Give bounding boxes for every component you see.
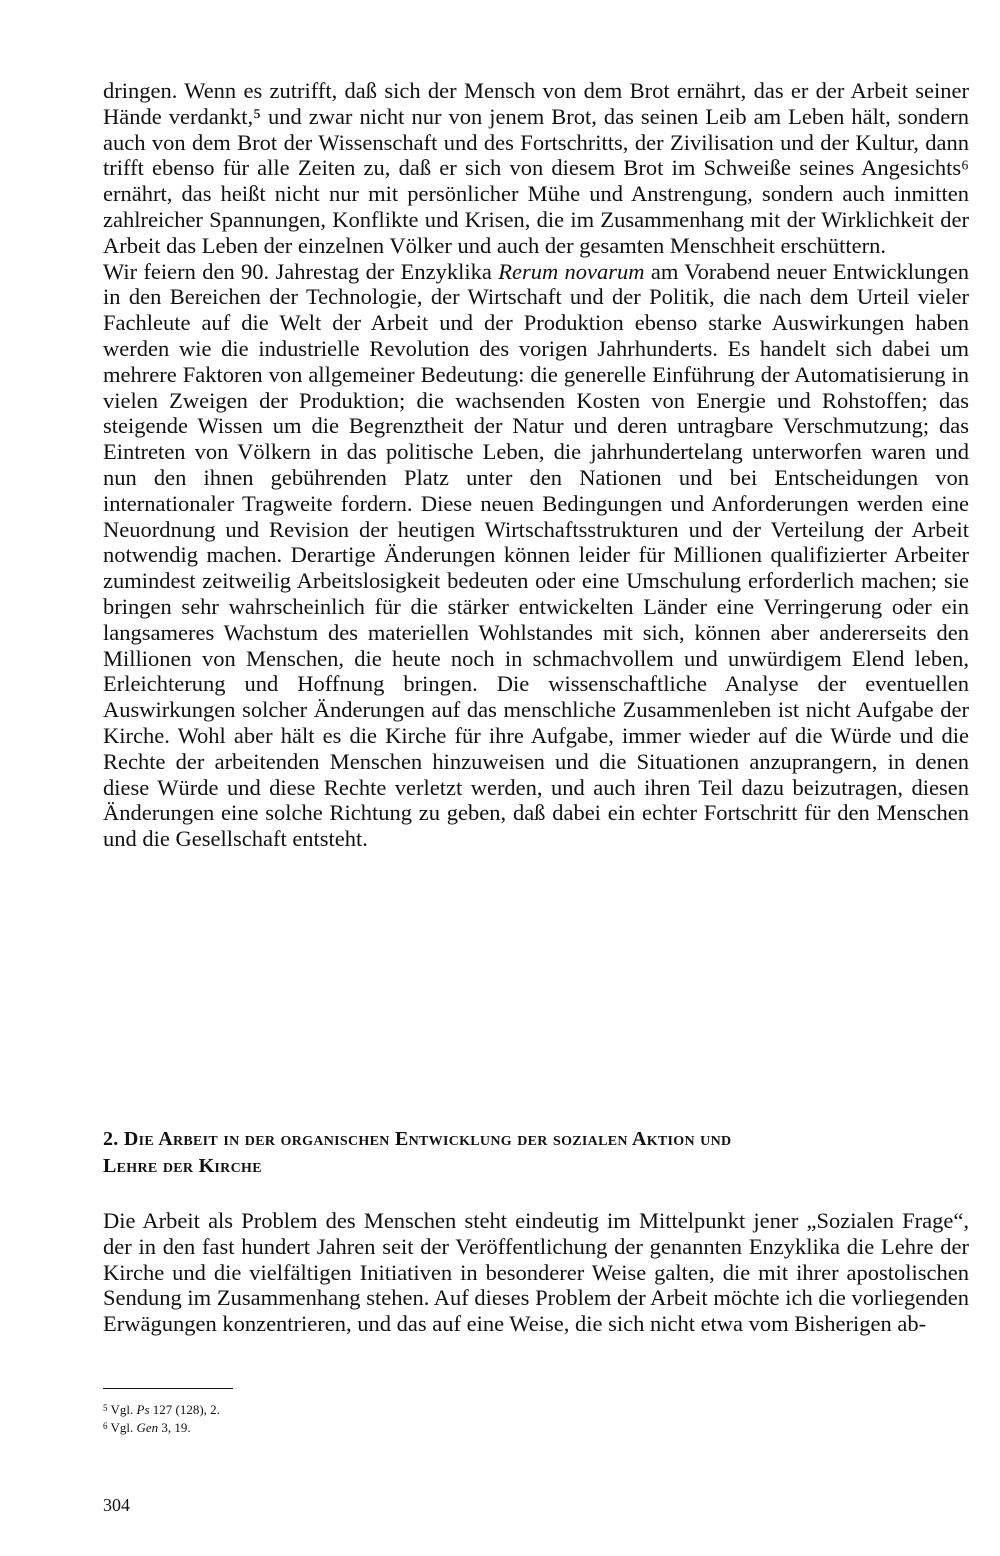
- main-text: [103, 78, 969, 852]
- footnote-mark: 5: [103, 1403, 108, 1413]
- page-number: 304: [103, 1495, 130, 1515]
- paragraph-continuation: dringen. Wenn es zutrifft, daß sich der Mensch von dem Brot ernährt, das er der Arbeit seiner Hände verdankt,⁵ und zwar nicht nur von jenem Brot, das seinen Leib am Leben hält, sondern auch von dem Brot der Wissenschaft und des Fortschritts, der Zivilisation und der Kultur, dann trifft ebenso für alle Zeiten zu, daß er sich von diesem Brot im Schweiße seines Angesichts⁶ ernährt, das heißt nicht nur mit persönlicher Mühe und Anstrengung, sondern auch inmitten zahlreicher Spannungen, Konflikte und Krisen, die im Zusammenhang mit der Wirklichkeit der Arbeit das Leben der einzelnen Völker und auch der gesamten Menschheit erschüttern.: [103, 78, 969, 258]
- footnote-divider: [103, 1388, 233, 1389]
- paragraph-social-question: Die Arbeit als Problem des Menschen steht eindeutig im Mittelpunkt jener „Sozialen Frage“, der in den fast hundert Jahren seit der Veröffentlichung der genannten Enzyklika die Lehre der Kirche und die vielfältigen Initiativen in besonderer Weise galten, die mit ihrer apostolischen Sendung im Zusammenhang stehen. Auf dieses Problem der Arbeit möchte ich die vorliegenden Erwägungen konzentrieren, und das auf eine Weise, die sich nicht etwa vom Bisherigen ab-: [103, 1208, 969, 1337]
- footnote-suffix: 127 (128), 2.: [149, 1402, 220, 1417]
- section-heading-line-1: 2. Die Arbeit in der organischen Entwicklung der sozialen Aktion und: [103, 1128, 732, 1150]
- section-heading-line-2: Lehre der Kirche: [103, 1155, 262, 1177]
- section-body: [103, 1208, 969, 1337]
- footnote-ref: Ps: [136, 1402, 150, 1417]
- paragraph-text-rest: am Vorabend neuer Entwicklungen in den Bereichen der Technologie, der Wirtschaft und der Politik, die nach dem Urteil vieler Fachleute auf die Welt der Arbeit und der Produktion ebenso starke Auswirkungen haben werden wie die industrielle Revolution des vorigen Jahrhunderts. Es handelt sich dabei um mehrere Faktoren von allgemeiner Bedeutung: die generelle Einführung der Automatisierung in vielen Zweigen der Produktion; die wachsenden Kosten von Energie und Rohstoffen; das steigende Wissen um die Begrenztheit der Natur und deren untragbare Verschmutzung; das Eintreten von Völkern in das politische Leben, die jahrhundertelang unterworfen waren und nun den ihnen gebührenden Platz unter den Nationen und bei Entscheidungen von internationaler Tragweite fordern. Diese neuen Bedingungen und Anforderungen werden eine Neuordnung und Revision der heutigen Wirtschaftsstrukturen und der Verteilung der Arbeit notwendig machen. Derartige Änderungen können leider für Millionen qualifizierter Arbeiter zumindest zeitweilig Arbeitslosigkeit bedeuten oder eine Umschulung erforderlich machen; sie bringen sehr wahrscheinlich für die stärker entwickelten Länder eine Verringerung oder ein langsameres Wachstum des materiellen Wohlstandes mit sich, können aber andererseits den Millionen von Menschen, die heute noch in schmachvollem und unwürdigem Elend leben, Erleichterung und Hoffnung bringen. Die wissenschaftliche Analyse der eventuellen Auswirkungen solcher Änderungen auf das menschliche Zusammenleben ist nicht Aufgabe der Kirche. Wohl aber hält es die Kirche für ihre Aufgabe, immer wieder auf die Würde und die Rechte der arbeitenden Menschen hinzuweisen und die Situationen anzuprangern, in denen diese Würde und diese Rechte verletzt werden, und auch ihren Teil dazu beizutragen, diesen Änderungen eine solche Richtung zu geben, daß dabei ein echter Fortschritt für den Menschen und die Gesellschaft entsteht.: [103, 258, 969, 852]
- section-heading: [103, 1126, 969, 1180]
- footnote-6: [103, 1418, 220, 1436]
- footnote-prefix: Vgl.: [110, 1402, 137, 1417]
- footnotes: [103, 1400, 220, 1436]
- paragraph-text-start: Wir feiern den 90. Jahrestag der Enzyklika: [103, 258, 499, 284]
- footnote-ref: Gen: [136, 1420, 159, 1435]
- encyclical-title: Rerum novarum: [498, 258, 645, 284]
- footnote-5: [103, 1400, 220, 1418]
- footnote-suffix: 3, 19.: [158, 1420, 191, 1435]
- footnote-mark: 6: [103, 1421, 108, 1431]
- paragraph-rerum-novarum: [103, 259, 969, 852]
- footnote-prefix: Vgl.: [110, 1420, 137, 1435]
